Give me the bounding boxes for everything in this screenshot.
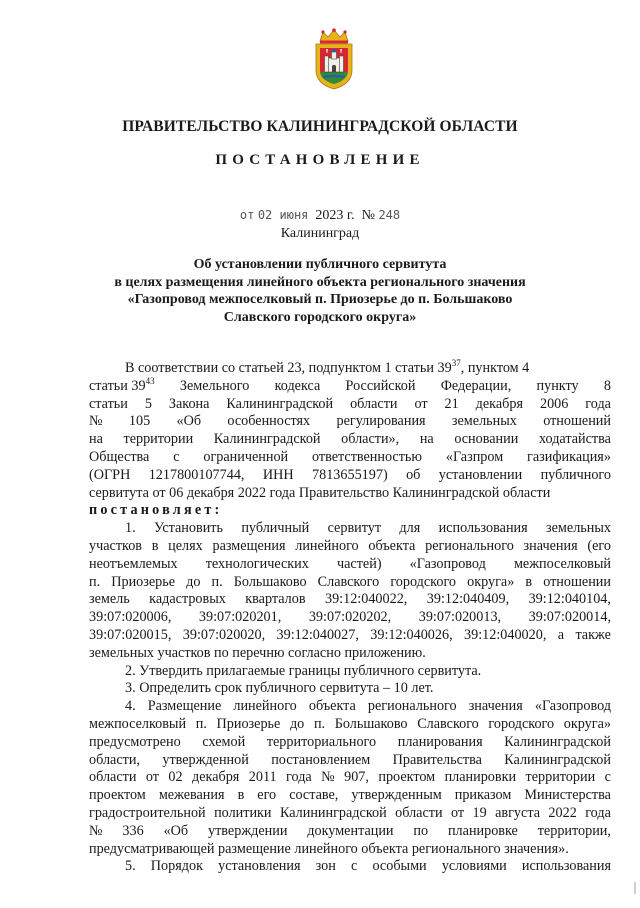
word: п. (211, 573, 223, 590)
heading-line: «Газопровод межпоселковый п. Приозерье до п. Большаково (127, 292, 513, 307)
document-heading (0, 256, 640, 326)
body-line (89, 698, 611, 716)
document-body (89, 360, 611, 876)
word: «Газпром (445, 448, 504, 465)
body-line (89, 805, 611, 823)
word: п. (313, 715, 326, 732)
word: с (351, 858, 358, 875)
body-line (89, 769, 611, 787)
word: 7813655197) (312, 466, 388, 483)
word: отношений (543, 413, 611, 430)
word: территории (525, 769, 596, 786)
word: на (89, 431, 103, 448)
word: 4. (125, 698, 136, 715)
word: статьи (89, 395, 128, 412)
body-line: предусматривающей размещение линейного объекта регионального значения». (89, 840, 569, 857)
word: Российской (345, 377, 416, 394)
text-fragment: статьи 39 (89, 377, 146, 394)
word: Славского (417, 715, 479, 732)
word: Порядок (150, 858, 203, 875)
word: Калининградской (226, 395, 334, 412)
body-line (89, 716, 611, 734)
body-line (89, 734, 611, 752)
word: документации (307, 822, 394, 839)
word: п. (89, 573, 101, 590)
word: 39:12:040027, (276, 626, 359, 643)
word: размещения (212, 537, 286, 554)
word: округа» (467, 573, 515, 590)
text-fragment: , пунктом 4 (460, 360, 530, 376)
word: 336 (122, 822, 144, 839)
word: его (257, 787, 277, 804)
word: планирования (397, 733, 483, 750)
body-line (89, 413, 611, 431)
date-year: 2023 г. (315, 208, 355, 223)
word: Земельного (179, 377, 250, 394)
body-line (89, 574, 611, 592)
word: Большаково (233, 573, 307, 590)
body-line (89, 375, 611, 396)
word: особыми (372, 858, 427, 875)
word: 39:07:020014, (528, 609, 611, 626)
word: утверждении (208, 822, 288, 839)
word: земельных (546, 520, 611, 537)
word: газификация» (527, 448, 611, 465)
word: 39:07:020202, (308, 609, 392, 626)
word: территории, (537, 822, 611, 839)
word: Калининградской (504, 733, 611, 750)
word: пункту (536, 377, 579, 394)
word: использования (438, 520, 528, 537)
body-line (89, 556, 611, 574)
word: особенностях (227, 413, 311, 430)
document-date-number (0, 208, 640, 224)
word: 39:12:040020, (464, 626, 547, 643)
document-city: Калининград (280, 226, 360, 241)
government-title: ПРАВИТЕЛЬСТВО КАЛИНИНГРАДСКОЙ ОБЛАСТИ (122, 118, 518, 135)
word: планировки (444, 769, 517, 786)
superscript: 37 (451, 358, 461, 368)
word: а (557, 626, 565, 643)
word: 39:07:020013, (418, 609, 502, 626)
word: 1217800107744, (148, 466, 245, 483)
body-line (89, 609, 611, 627)
word: линейного (233, 698, 297, 715)
word: регионального (425, 537, 514, 554)
word: постановлением (271, 751, 371, 768)
body-line (89, 787, 611, 805)
word: в (525, 573, 533, 590)
word: 105 (128, 413, 151, 430)
word: межпоселковый (89, 715, 187, 732)
word: неотъемлемых (89, 555, 178, 572)
word: 2011 (248, 769, 277, 786)
word: области», (341, 431, 400, 448)
text-fragment (125, 360, 529, 378)
word: градостроительной (89, 804, 206, 821)
word: области (350, 395, 398, 412)
word: участков (89, 537, 142, 554)
word: Калининградской (213, 431, 321, 448)
body-line (89, 360, 611, 378)
word: 2022 (548, 804, 577, 821)
word: публичного (540, 466, 611, 483)
word: для (399, 520, 421, 537)
word: кварталов (245, 591, 306, 608)
word: 5 (144, 395, 152, 412)
word: 2006 (539, 395, 569, 412)
word: 39:07:020201, (198, 609, 282, 626)
scan-edge-mark (634, 882, 636, 894)
word: области, (89, 751, 140, 768)
word: земельных (451, 413, 517, 430)
word: значения (468, 698, 523, 715)
word: межевания (158, 787, 225, 804)
word: до (186, 573, 201, 590)
word: ограниченной (203, 448, 289, 465)
word: Приозерье (111, 573, 176, 590)
word: 21 (444, 395, 459, 412)
word: 39:07:020006, (89, 609, 172, 626)
word: объекта (368, 537, 416, 554)
kaliningrad-coat-of-arms-icon (311, 28, 357, 90)
word: условиями (441, 858, 507, 875)
word: 8 (603, 377, 611, 394)
heading-line: в целях размещения линейного объекта регионального значения (114, 274, 526, 290)
word: также (575, 626, 611, 643)
word: области (395, 804, 443, 821)
word: Большаково (334, 715, 408, 732)
word: до (289, 715, 305, 732)
word: округа» (563, 715, 611, 732)
word: составе, (289, 787, 339, 804)
body-line (89, 823, 611, 841)
word: отношении (543, 573, 611, 590)
word: 19 (472, 804, 487, 821)
word: «Газопровод (534, 698, 611, 715)
word: 39:12:040022, (324, 591, 408, 608)
date-day-month: 02 июня (257, 208, 309, 222)
word: регионального (367, 698, 457, 715)
body-line (89, 431, 611, 449)
word: Правительства (392, 751, 482, 768)
word: проектом (378, 769, 436, 786)
word: с (173, 448, 180, 465)
word: публичный (241, 520, 310, 537)
superscript: 43 (145, 375, 155, 386)
word: Федерации, (440, 377, 512, 394)
word: установления (218, 858, 301, 875)
heading-line: Славского городского округа» (223, 309, 417, 325)
word: ИНН (262, 466, 294, 483)
word: на (419, 431, 434, 448)
word: п. (195, 715, 207, 732)
heading-line: Об установлении публичного сервитута (193, 257, 447, 272)
word: регулирования (336, 413, 426, 430)
word: основании (454, 431, 519, 448)
word: сервитут (327, 520, 382, 537)
word: области (89, 769, 137, 786)
word: № (89, 413, 103, 430)
word: приказом (454, 787, 512, 804)
word: проектом (89, 787, 146, 804)
word: утвержденным (351, 787, 442, 804)
word: (его (587, 537, 611, 554)
body-line (89, 520, 611, 538)
word: Общества (89, 448, 150, 465)
body-line (89, 449, 611, 467)
word: от (414, 395, 428, 412)
word: межпоселковый (513, 555, 611, 572)
body-line: 2. Утвердить прилагаемые границы публичного сервитута. (125, 662, 482, 679)
word: технологических (205, 555, 309, 572)
document-type: ПОСТАНОВЛЕНИЕ (215, 152, 425, 168)
body-line (89, 396, 611, 414)
text-fragment: В соответствии со статьей 23, подпунктом 1 статьи 39 (125, 360, 452, 376)
word: в (237, 787, 245, 804)
word: ответственностью (312, 448, 423, 465)
text-fragment (89, 375, 155, 396)
body-line (89, 752, 611, 770)
word: кадастровых (149, 591, 226, 608)
body-line (89, 538, 611, 556)
word: года (585, 804, 611, 821)
word: в (151, 537, 159, 554)
word: 39:07:020020, (182, 626, 266, 643)
word: использования (521, 858, 611, 875)
word: «Об (176, 413, 202, 430)
word: установлении (438, 466, 523, 483)
body-line (89, 627, 611, 645)
word: политики (214, 804, 272, 821)
body-line (89, 591, 611, 609)
word: от (450, 804, 465, 821)
word: объекта (308, 698, 356, 715)
word: № (89, 822, 103, 839)
word: Приозерье (216, 715, 281, 732)
word: значения (523, 537, 578, 554)
body-line (89, 858, 611, 876)
word: года (286, 769, 312, 786)
number-sign: № (361, 208, 375, 223)
word: линейного (295, 537, 359, 554)
word: об (406, 466, 421, 483)
date-prefix: от (239, 208, 255, 222)
word: Установить (154, 520, 223, 537)
word: зон (315, 858, 336, 875)
word: предусмотрено (89, 733, 181, 750)
word: 39:07:020015, (89, 626, 172, 643)
word: городского (390, 573, 457, 590)
word: кодекса (274, 377, 321, 394)
word: Калининградской (504, 751, 611, 768)
word: Закона (168, 395, 210, 412)
word: 39:12:040104, (528, 591, 611, 608)
word: августа (495, 804, 540, 821)
word: утвержденной (162, 751, 249, 768)
word: 02 (168, 769, 183, 786)
word: (ОГРН (89, 466, 131, 483)
word: декабря (192, 769, 240, 786)
word: 39:12:040409, (426, 591, 510, 608)
word: территории (123, 431, 194, 448)
word: «Об (163, 822, 189, 839)
word: земель (89, 591, 130, 608)
word: планировке (447, 822, 518, 839)
word: с (604, 769, 611, 786)
word: 1. (125, 520, 136, 537)
word: территориального (266, 733, 377, 750)
word: Министерства (524, 787, 611, 804)
word: Размещение (147, 698, 222, 715)
word: схемой (202, 733, 246, 750)
word: года (585, 395, 611, 412)
word: 5. (125, 858, 136, 875)
document-number: 248 (378, 208, 401, 222)
word: 39:12:040026, (370, 626, 453, 643)
word: «Газопровод (409, 555, 486, 572)
word: декабря (475, 395, 524, 412)
word: № (321, 769, 335, 786)
word: 907, (344, 769, 369, 786)
body-line (89, 467, 611, 485)
body-line: 3. Определить срок публичного сервитута – 10 лет. (125, 680, 434, 697)
word: ходатайства (538, 431, 611, 448)
word: целях (168, 537, 203, 554)
word: Славского (317, 573, 380, 590)
word: Калининградской (279, 804, 387, 821)
body-line: земельных участков по перечню согласно приложению. (89, 644, 426, 661)
resolution-word: постановляет: (89, 502, 223, 519)
word: от (145, 769, 159, 786)
word: городского (488, 715, 555, 732)
body-line: сервитута от 06 декабря 2022 года Правительство Калининградской области (89, 484, 551, 501)
word: частей) (337, 555, 382, 572)
word: по (413, 822, 429, 839)
